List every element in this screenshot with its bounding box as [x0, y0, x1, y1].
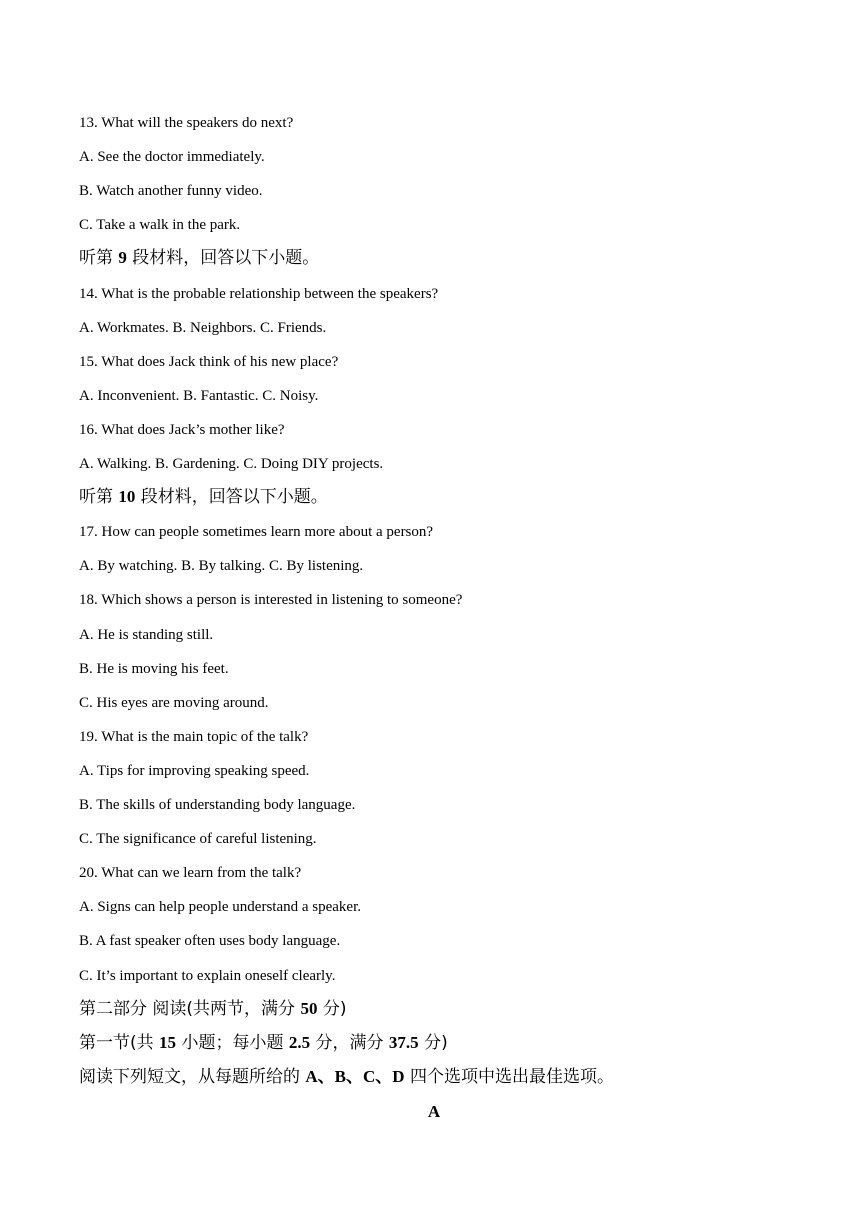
passage-label: A	[427, 1102, 441, 1121]
question-19-option-c: C. The significance of careful listening.	[79, 831, 317, 847]
part-2-section-1-heading: 第一节(共 15 小题；每小题 2.5 分，满分 37.5 分)	[79, 1033, 448, 1053]
reading-instruction: 阅读下列短文，从每题所给的 A、B、C、D 四个选项中选出最佳选项。	[79, 1067, 614, 1087]
question-14: 14. What is the probable relationship between the speakers?	[79, 286, 439, 302]
question-20: 20. What can we learn from the talk?	[79, 865, 302, 881]
section-10-heading: 听第 10 段材料，回答以下小题。	[79, 487, 328, 507]
question-19-option-a: A. Tips for improving speaking speed.	[79, 763, 310, 779]
question-16: 16. What does Jack’s mother like?	[79, 422, 285, 438]
section-9-heading: 听第 9 段材料，回答以下小题。	[79, 248, 320, 268]
question-13-option-b: B. Watch another funny video.	[79, 183, 263, 199]
question-20-option-a: A. Signs can help people understand a speaker.	[79, 899, 362, 915]
question-19-option-b: B. The skills of understanding body language.	[79, 797, 356, 813]
question-14-options: A. Workmates. B. Neighbors. C. Friends.	[79, 320, 327, 336]
question-13: 13. What will the speakers do next?	[79, 115, 294, 131]
question-13-option-a: A. See the doctor immediately.	[79, 149, 265, 165]
question-18-option-a: A. He is standing still.	[79, 627, 214, 643]
question-18-option-c: C. His eyes are moving around.	[79, 695, 269, 711]
part-2-heading: 第二部分 阅读(共两节，满分 50 分)	[79, 999, 347, 1019]
question-15-options: A. Inconvenient. B. Fantastic. C. Noisy.	[79, 388, 319, 404]
question-18-option-b: B. He is moving his feet.	[79, 661, 229, 677]
question-19: 19. What is the main topic of the talk?	[79, 729, 309, 745]
question-20-option-b: B. A fast speaker often uses body language.	[79, 933, 341, 949]
question-18: 18. Which shows a person is interested in listening to someone?	[79, 592, 463, 608]
question-15: 15. What does Jack think of his new place?	[79, 354, 339, 370]
question-17-options: A. By watching. B. By talking. C. By listening.	[79, 558, 364, 574]
question-16-options: A. Walking. B. Gardening. C. Doing DIY projects.	[79, 456, 384, 472]
question-17: 17. How can people sometimes learn more about a person?	[79, 524, 434, 540]
question-20-option-c: C. It’s important to explain oneself clearly.	[79, 968, 336, 984]
question-13-option-c: C. Take a walk in the park.	[79, 217, 241, 233]
